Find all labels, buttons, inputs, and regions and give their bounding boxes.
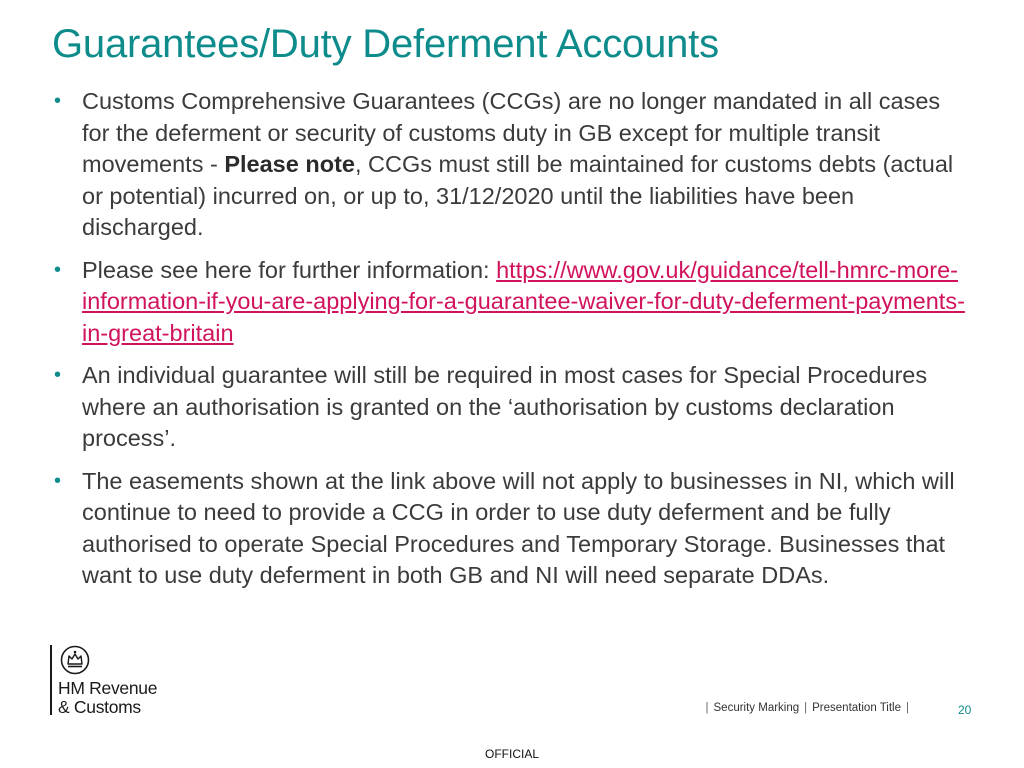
page-number: 20 xyxy=(958,703,972,717)
bullet-item xyxy=(52,360,972,455)
footer-separator: | xyxy=(804,702,808,714)
logo-line-1: HM Revenue xyxy=(58,678,158,698)
logo-line-2: & Customs xyxy=(58,697,141,717)
slide-footer xyxy=(701,702,915,714)
bullet-text: The easements shown at the link above will not apply to businesses in NI, which will continue to need to provide a CCG in order to use duty deferment and be fully authorised to operate Special Procedures and Temporary Storage. Businesses that want to use duty deferment in both GB and NI will need separate DDAs. xyxy=(82,467,955,588)
bullet-item xyxy=(52,255,972,350)
bullet-bold-note: Please note xyxy=(224,151,355,177)
bullet-dot-icon: • xyxy=(54,90,62,112)
classification-label: OFFICIAL xyxy=(484,747,539,761)
guidance-link[interactable]: https://www.gov.uk/guidance/tell-hmrc-more-information-if-you-are-applying-for-a-guarantee-waiver-for-duty-deferment-payments-in-great-britain xyxy=(82,256,965,346)
bullet-dot-icon: • xyxy=(54,469,62,492)
hmrc-logo xyxy=(50,645,157,715)
bullet-list xyxy=(52,86,972,603)
bullet-item xyxy=(52,86,972,244)
bullet-dot-icon: • xyxy=(54,364,62,386)
bullet-dot-icon: • xyxy=(54,258,62,281)
logo-text xyxy=(58,679,157,717)
footer-separator: | xyxy=(705,702,709,714)
footer-separator: | xyxy=(906,702,909,714)
bullet-text: , CCGs must still be maintained for customs debts (actual or potential) incurred on, or up to, 31/12/2020 until the liabilities have been discharged. xyxy=(82,151,954,240)
bullet-text: An individual guarantee will still be required in most cases for Special Procedures where an authorisation is granted on the ‘authorisation by customs declaration process’. xyxy=(82,362,928,451)
crown-crest-icon xyxy=(60,645,90,675)
security-marking: Security Marking xyxy=(713,702,800,714)
presentation-title: Presentation Title xyxy=(812,702,901,714)
slide-title: Guarantees/Duty Deferment Accounts xyxy=(52,22,719,66)
bullet-item xyxy=(52,466,972,592)
bullet-text: Please see here for further information: xyxy=(82,256,497,283)
bullet-text: Customs Comprehensive Guarantees (CCGs) are no longer mandated in all cases for the deferment or security of customs duty in GB except for multiple transit movements - xyxy=(82,88,941,177)
